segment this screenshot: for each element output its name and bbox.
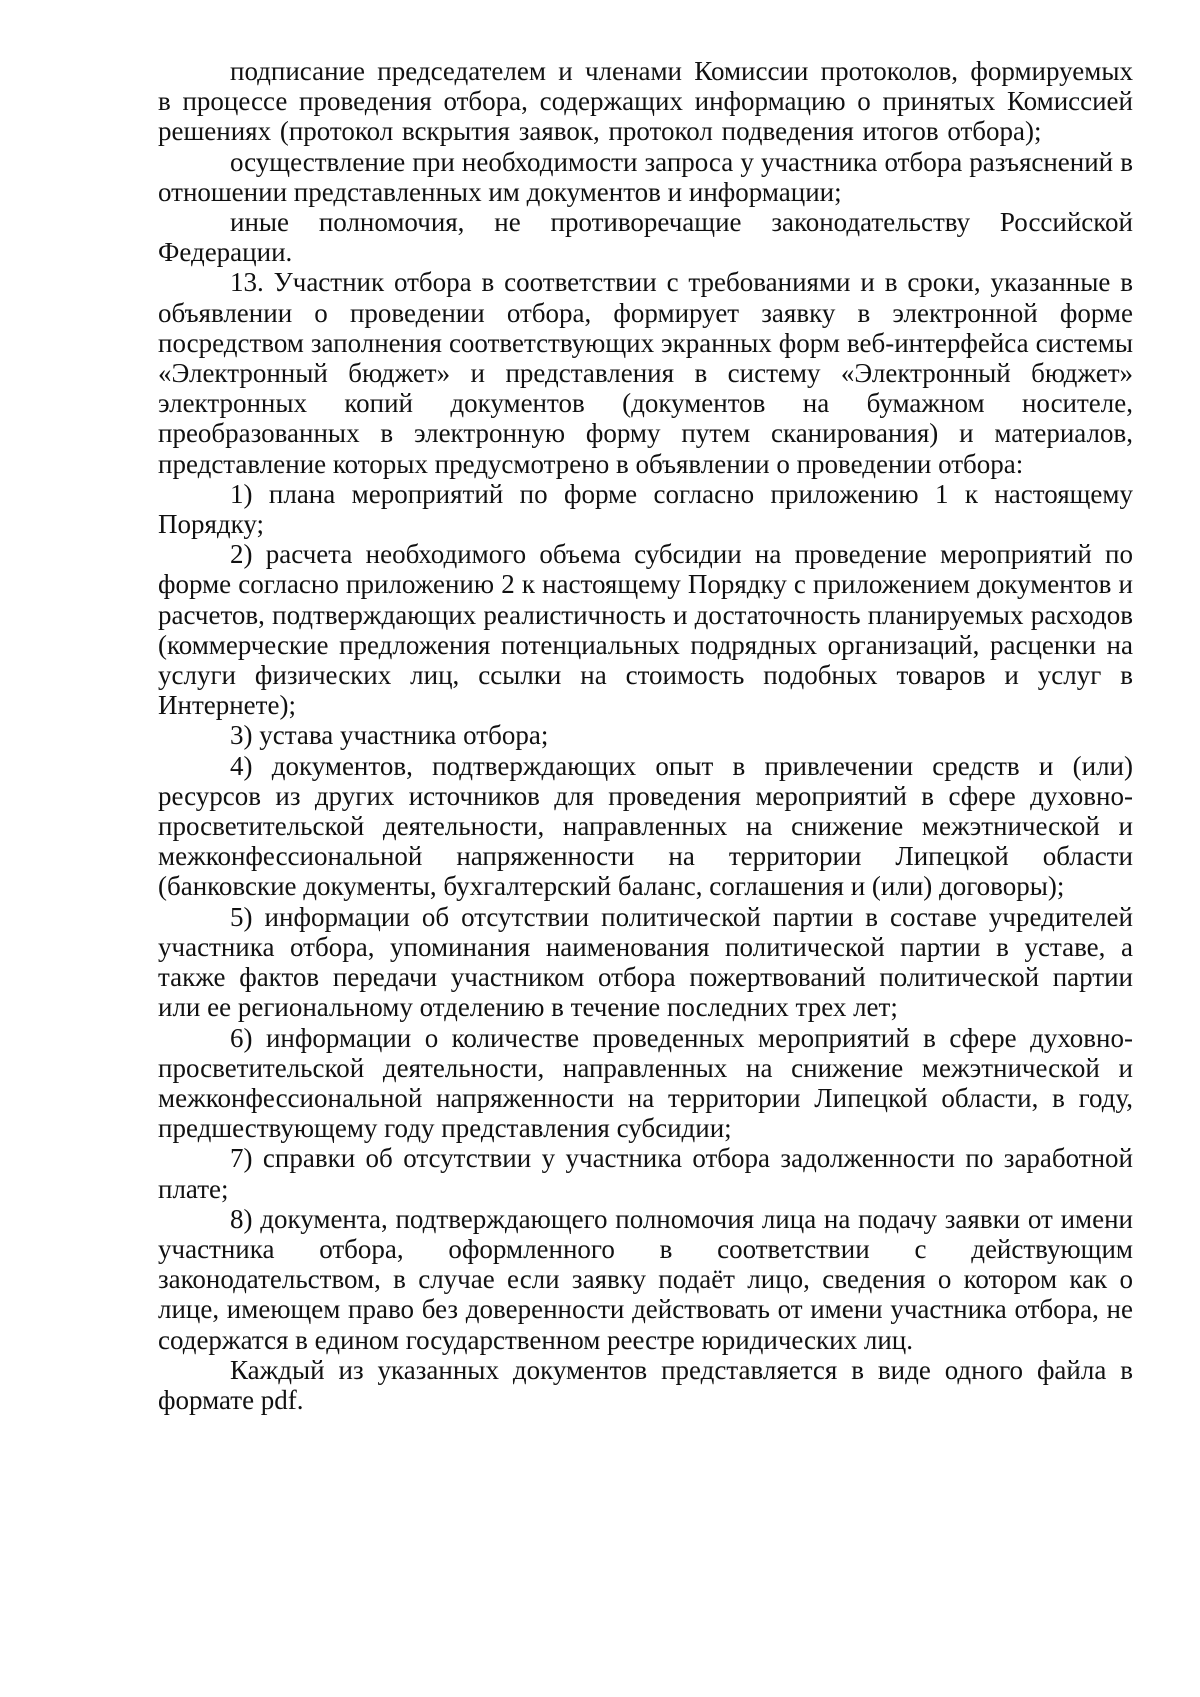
paragraph-pdf-format: Каждый из указанных документов представляется в виде одного файла в формате pdf. [158,1354,1133,1415]
paragraph-signing-protocols: подписание председателем и членами Комиссии протоколов, формируемых в процессе проведения отбора, содержащих информацию о принятых Комиссией решениях (протокол вскрытия заявок, протокол подведения итогов отбора); [158,56,1133,147]
list-item-4-experience-docs: 4) документов, подтверждающих опыт в привлечении средств и (или) ресурсов из других источников для проведения мероприятий в сфере духовно-просветительской деятельности, направленных на снижение межэтнической и межконфессиональной напряженности на территории Липецкой области (банковские документы, бухгалтерский баланс, соглашения и (или) договоры); [158,750,1133,902]
document-page [158,56,1133,1415]
list-item-5-party-info: 5) информации об отсутствии политической партии в составе учредителей участника отбора, упоминания наименования политической партии в уставе, а также фактов передачи участником отбора пожертвований политической партии или ее региональному отделению в течение последних трех лет; [158,901,1133,1023]
paragraph-13-application: 13. Участник отбора в соответствии с требованиями и в сроки, указанные в объявлении о проведении отбора, формирует заявку в электронной форме посредством заполнения соответствующих экранных форм веб-интерфейса системы «Электронный бюджет» и представления в систему «Электронный бюджет» электронных копий документов (документов на бумажном носителе, преобразованных в электронную форму путем сканирования) и материалов, представление которых предусмотрено в объявлении о проведении отбора: [158,267,1133,479]
paragraph-other-powers: иные полномочия, не противоречащие законодательству Российской Федерации. [158,207,1133,268]
list-item-7-salary-debt: 7) справки об отсутствии у участника отбора задолженности по заработной плате; [158,1143,1133,1204]
list-item-8-authority-doc: 8) документа, подтверждающего полномочия лица на подачу заявки от имени участника отбора, оформленного в соответствии с действующим законодательством, в случае если заявку подаёт лицо, сведения о котором как о лице, имеющем право без доверенности действовать от имени участника отбора, не содержатся в едином государственном реестре юридических лиц. [158,1203,1133,1355]
list-item-3-charter: 3) устава участника отбора; [230,720,549,751]
list-item-2-calculation: 2) расчета необходимого объема субсидии на проведение мероприятий по форме согласно приложению 2 к настоящему Порядку с приложением документов и расчетов, подтверждающих реалистичность и достаточность планируемых расходов (коммерческие предложения потенциальных подрядных организаций, расценки на услуги физических лиц, ссылки на стоимость подобных товаров и услуг в Интернете); [158,539,1133,721]
list-item-6-events-info: 6) информации о количестве проведенных мероприятий в сфере духовно-просветительской деятельности, направленных на снижение межэтнической и межконфессиональной напряженности на территории Липецкой области, в году, предшествующему году представления субсидии; [158,1022,1133,1144]
paragraph-clarification-request: осуществление при необходимости запроса у участника отбора разъяснений в отношении представленных им документов и информации; [158,146,1133,207]
list-item-1-plan: 1) плана мероприятий по форме согласно приложению 1 к настоящему Порядку; [158,478,1133,540]
